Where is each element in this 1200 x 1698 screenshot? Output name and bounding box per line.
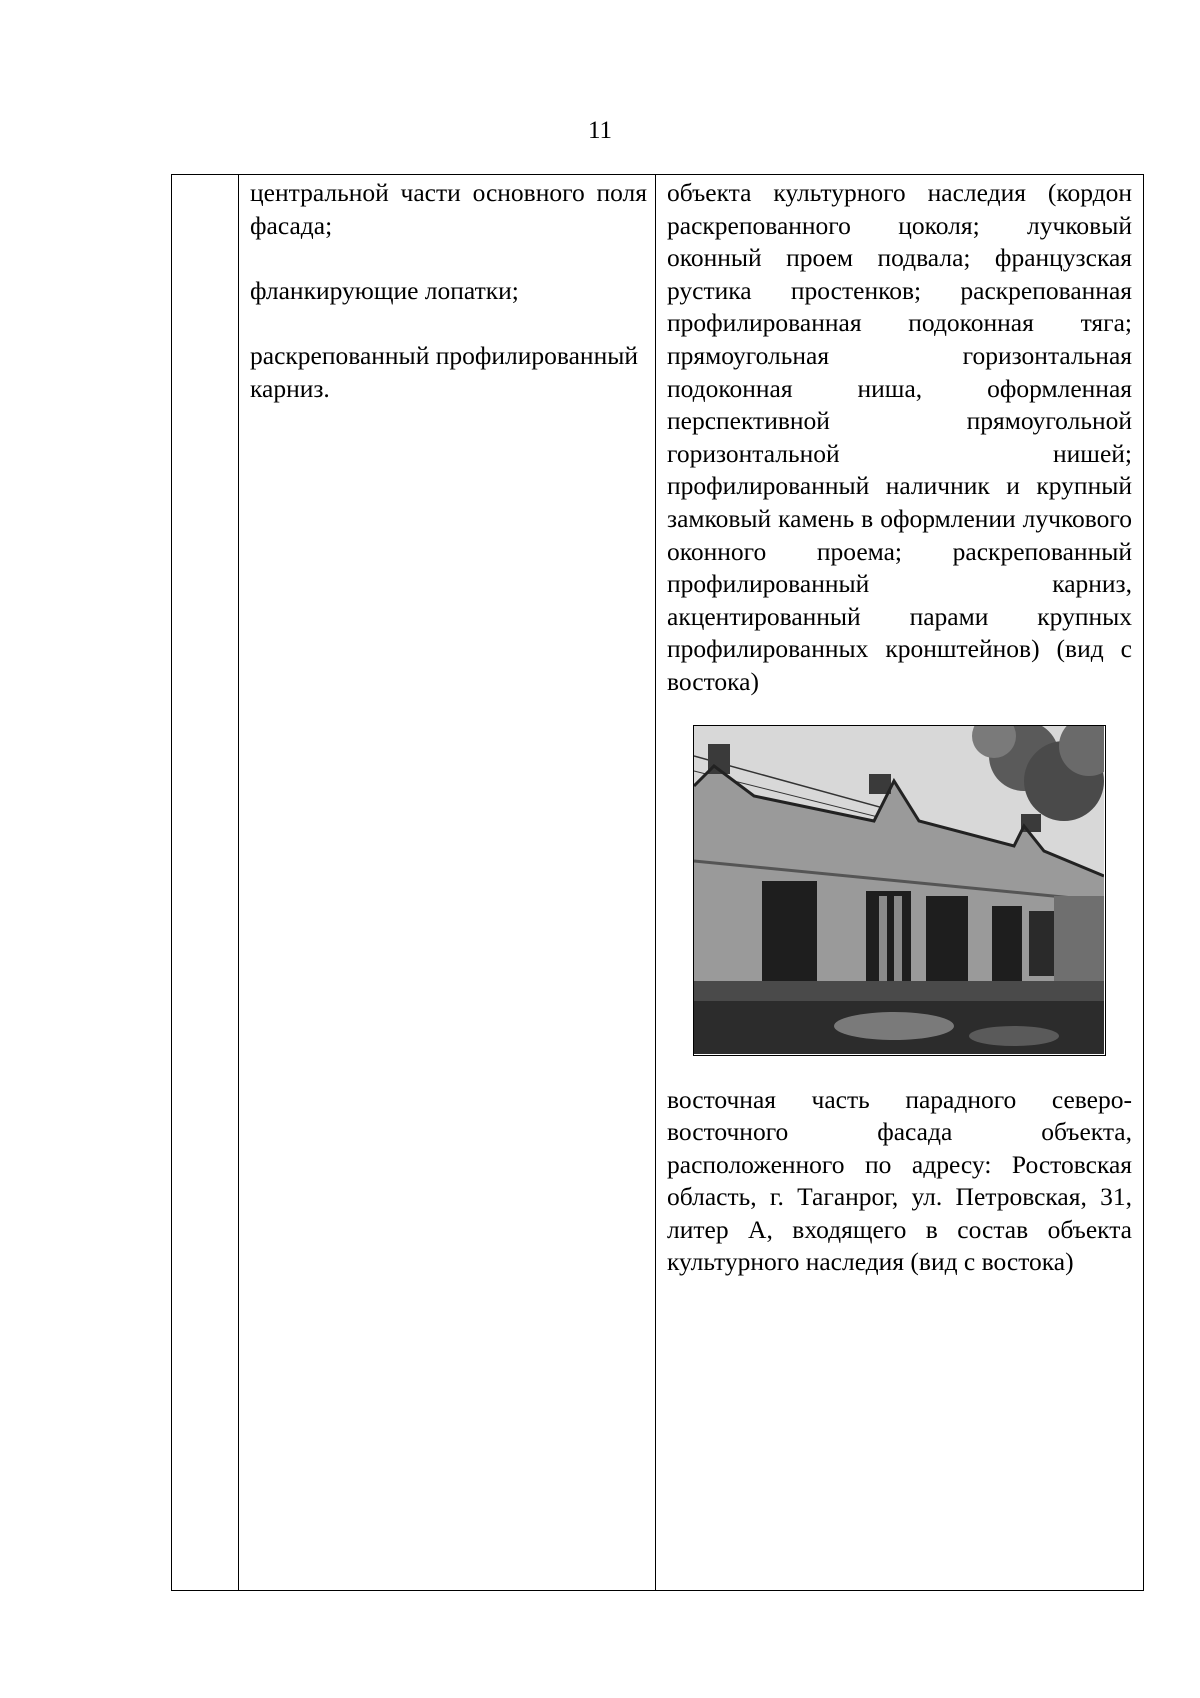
table-cell-number — [172, 175, 239, 1590]
element-item-central-part: центральной части основного поля фасада; — [250, 178, 647, 240]
photo-caption: восточная часть парадного северо-восточного фасада объекта, расположенного по адресу: Ростовская область, г. Таганрог, ул. Петровская, 31, литер А, входящего в состав объекта культурного наследия (вид с востока) — [667, 1084, 1132, 1277]
page-number: 11 — [587, 117, 613, 144]
element-item-pilasters: фланкирующие лопатки; — [250, 275, 519, 305]
building-photo-image — [694, 726, 1104, 1054]
facade-photo — [693, 725, 1106, 1056]
table-cell-description — [656, 175, 1143, 1590]
facade-description: объекта культурного наследия (кордон раскрепованного цоколя; лучковый оконный проем подвала; французская рустика простенков; раскрепованная профилированная подоконная тяга; прямоугольная горизонтальная подоконная ниша, оформленная перспективной прямоугольной горизонтальной нишей; профилированный наличник и крупный замковый камень в оформлении лучкового оконного проема; раскрепованный профилированный карниз, акцентированный парами крупных профилированных кронштейнов) (вид с востока) — [667, 178, 1132, 696]
element-item-cornice: раскрепованный профилированный карниз. — [250, 340, 638, 403]
content-table — [171, 174, 1144, 1591]
table-cell-elements — [239, 175, 656, 1590]
